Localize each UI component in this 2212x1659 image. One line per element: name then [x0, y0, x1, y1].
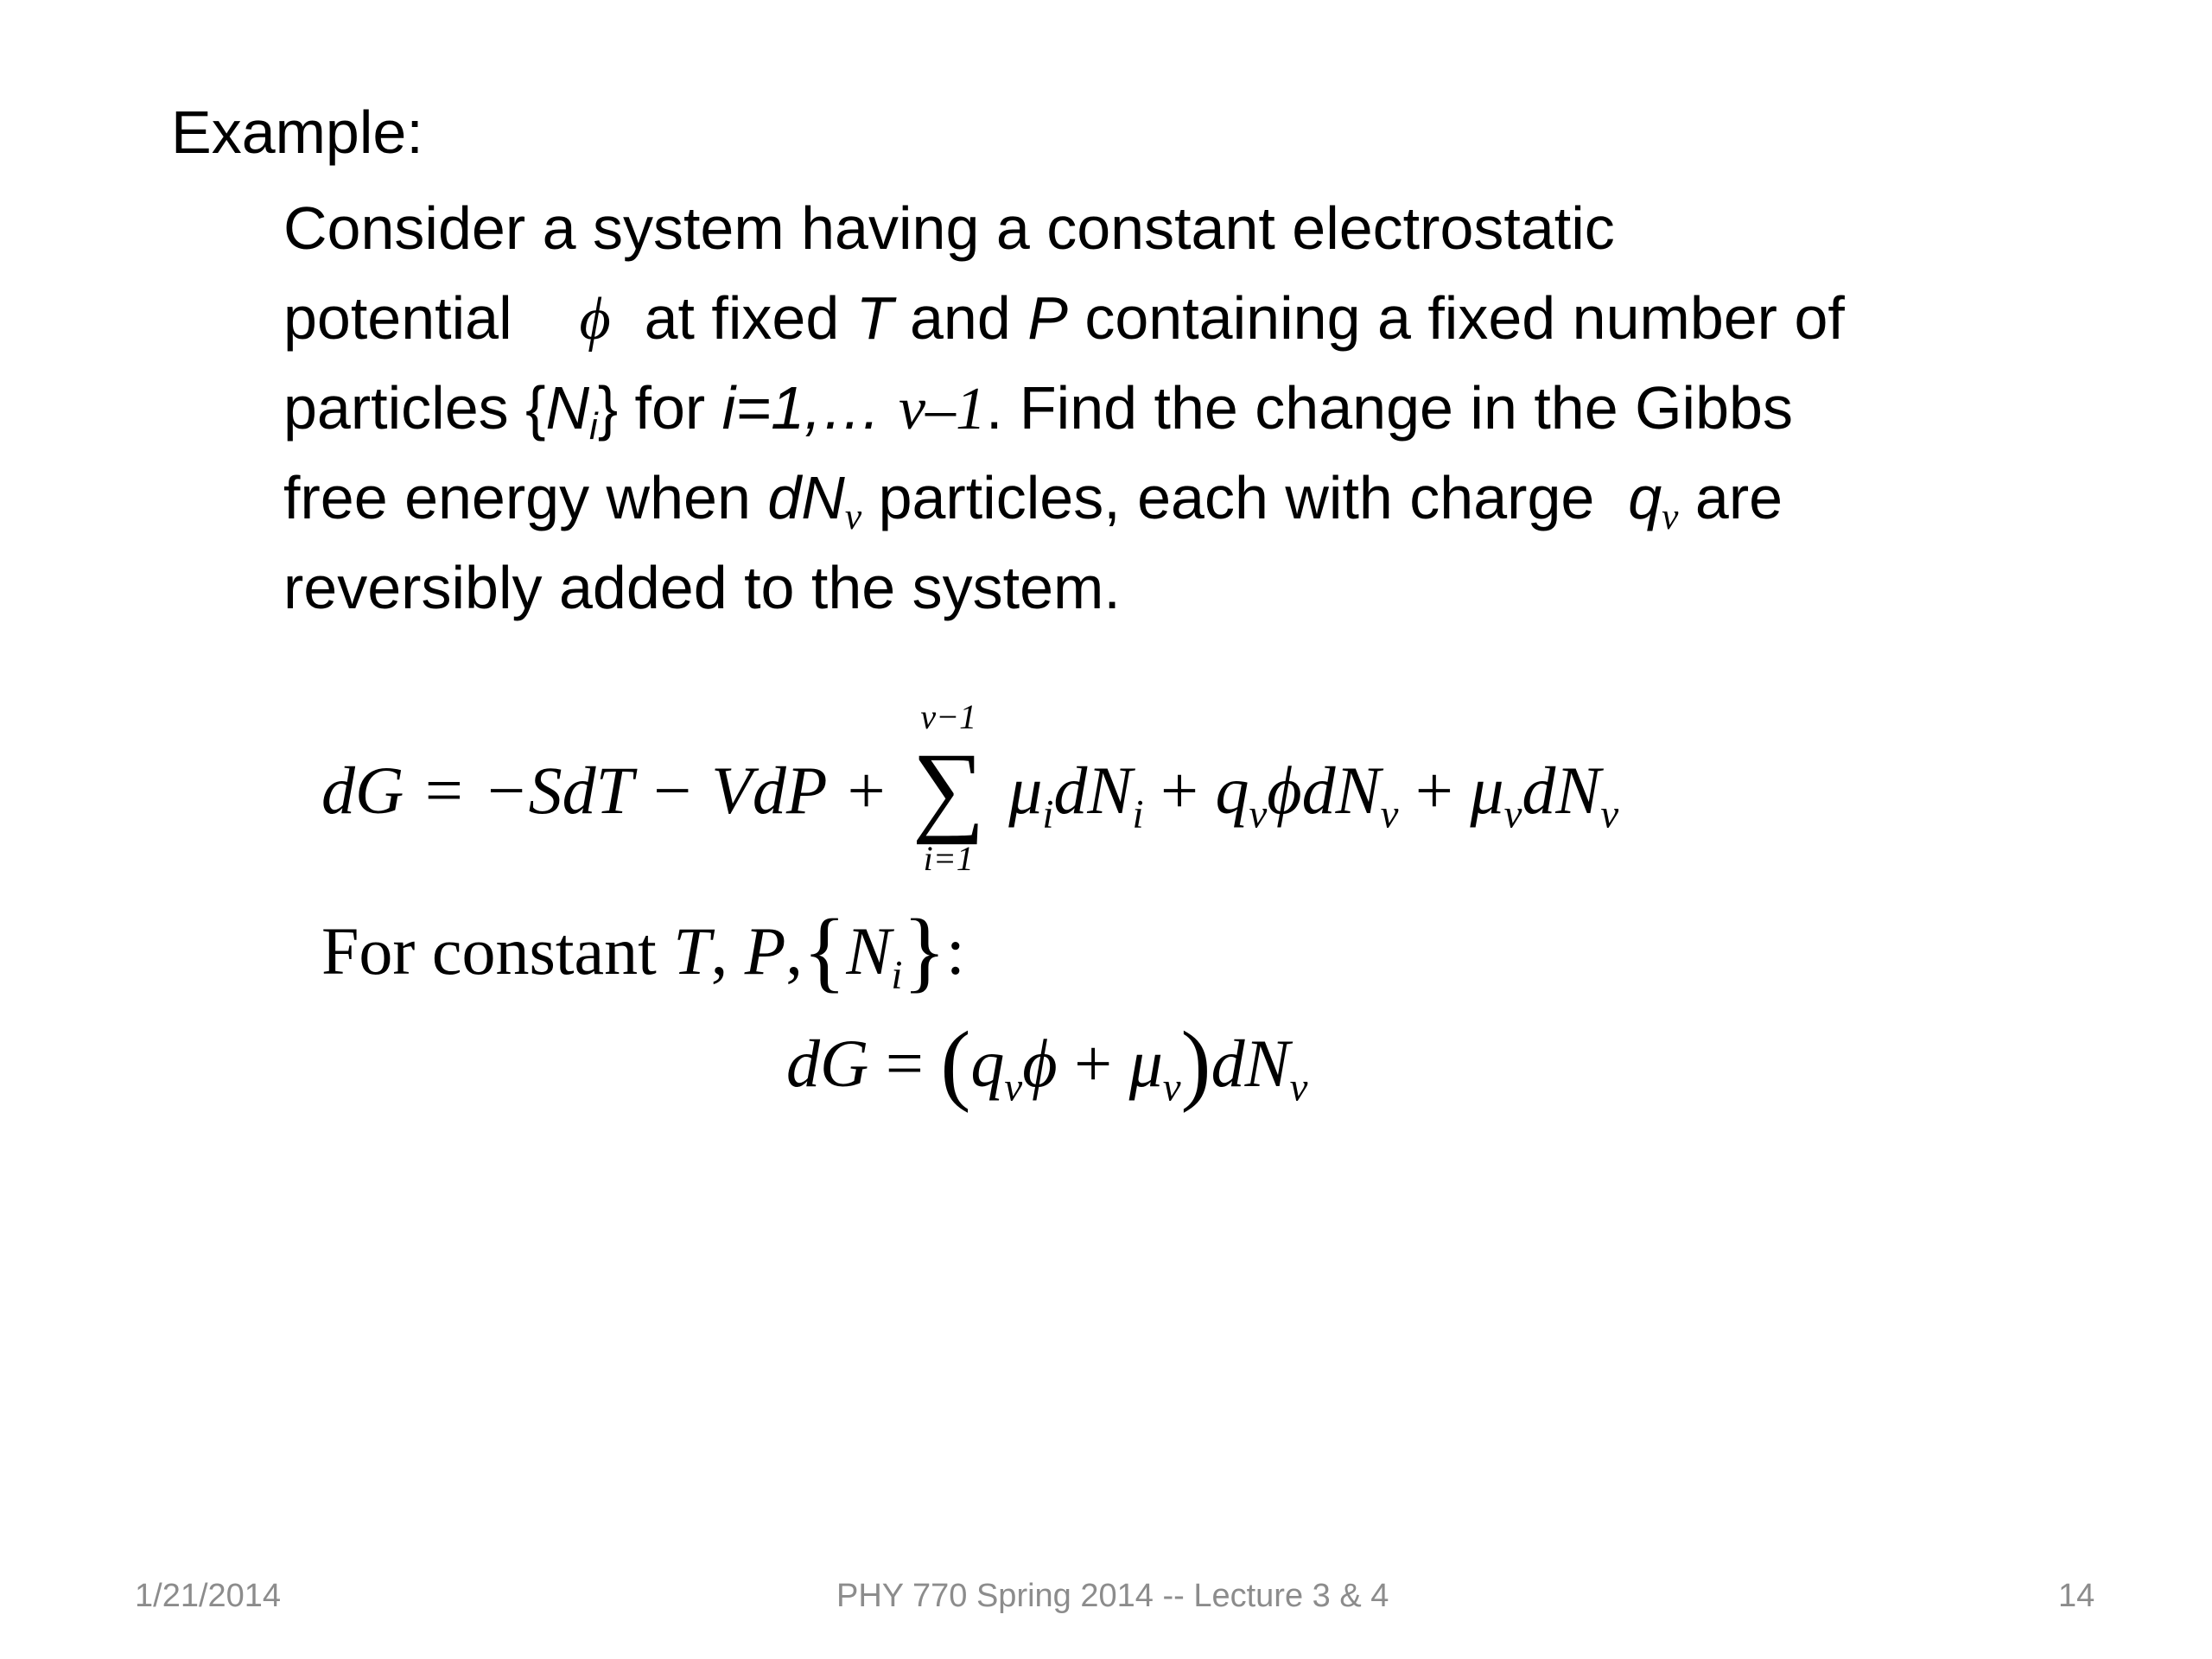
statement-text: particles { — [283, 374, 546, 442]
q-subscript: ν — [1249, 791, 1268, 837]
phi-symbol: ϕ — [579, 286, 611, 353]
variable-T: T — [855, 284, 893, 352]
close-paren: ) — [1180, 1012, 1211, 1114]
variable-dN: dN — [767, 464, 845, 531]
mu-subscript: ν — [1503, 791, 1522, 837]
statement-text: containing a fixed number of — [1084, 284, 1845, 352]
statement-text: and — [909, 284, 1011, 352]
phi: ϕ — [1022, 1026, 1058, 1101]
statement-text: are — [1694, 464, 1783, 531]
subscript-nu: ν — [1662, 496, 1679, 538]
variable-N: N — [846, 913, 892, 988]
dN-subscript: i — [1132, 791, 1144, 837]
dN: dN — [1053, 753, 1133, 828]
mu-subscript: ν — [1162, 1065, 1181, 1110]
index-range: i=1,… — [721, 374, 882, 442]
dN-subscript: ν — [1289, 1065, 1308, 1110]
statement-line-1 — [283, 183, 1845, 273]
comma: , — [785, 913, 803, 988]
phi: ϕ — [1267, 753, 1302, 828]
plus: + — [1074, 1026, 1113, 1101]
plus: + — [1414, 753, 1453, 828]
mu: μ — [1008, 753, 1043, 828]
sum-upper-limit: ν−1 — [920, 697, 977, 736]
eq1-left: dG = −SdT − VdP + — [321, 753, 889, 828]
subscript-i: i — [589, 406, 598, 448]
variable-P: P — [1027, 284, 1068, 352]
constant-condition-line — [321, 899, 965, 1001]
q-subscript: ν — [1004, 1065, 1023, 1110]
dN: dN — [1301, 753, 1381, 828]
dN: dN — [1522, 753, 1601, 828]
mu: μ — [1128, 1026, 1163, 1101]
colon: : — [945, 913, 965, 988]
statement-text: at fixed — [644, 284, 840, 352]
statement-line-4 — [283, 453, 1845, 543]
q: q — [1215, 753, 1249, 828]
dN-subscript: ν — [1380, 791, 1399, 837]
dG: dG — [786, 1026, 869, 1101]
N-subscript: i — [891, 952, 903, 998]
statement-line-5 — [283, 543, 1845, 632]
open-paren: ( — [940, 1012, 971, 1114]
statement-line-3 — [283, 363, 1845, 453]
dN-subscript: ν — [1600, 791, 1619, 837]
gibbs-differential-equation — [321, 697, 1619, 878]
result-equation — [786, 1012, 1308, 1114]
footer-date: 1/21/2014 — [135, 1578, 282, 1614]
variable-q: q — [1628, 464, 1662, 531]
open-brace: { — [802, 899, 847, 1001]
statement-text: potential — [283, 284, 512, 352]
condition-text: For constant — [321, 913, 657, 988]
statement-text: particles, each with charge — [878, 464, 1595, 531]
variable-N: N — [545, 374, 590, 442]
subscript-nu: ν — [844, 496, 862, 538]
equals: = — [885, 1026, 924, 1101]
sum-lower-limit: i=1 — [923, 839, 974, 878]
statement-text: reversibly added to the system. — [283, 554, 1121, 621]
slide-heading: Example: — [171, 99, 423, 166]
statement-text: } for — [597, 374, 706, 442]
footer-page-number: 14 — [2058, 1578, 2095, 1614]
footer-title: PHY 770 Spring 2014 -- Lecture 3 & 4 — [836, 1578, 1389, 1614]
close-brace: } — [902, 899, 946, 1001]
mu-subscript: i — [1042, 791, 1054, 837]
statement-text: Consider a system having a constant electrostatic — [283, 194, 1615, 262]
variable-P: P — [744, 913, 786, 988]
dN: dN — [1211, 1026, 1290, 1101]
q: q — [970, 1026, 1005, 1101]
mu: μ — [1470, 753, 1504, 828]
problem-statement — [283, 183, 1845, 632]
sum-symbol: ∑ — [912, 732, 985, 845]
statement-text: . Find the change in the Gibbs — [986, 374, 1793, 442]
variable-T: T — [673, 913, 711, 988]
plus: + — [1160, 753, 1198, 828]
statement-line-2 — [283, 273, 1845, 363]
statement-text: free energy when — [283, 464, 751, 531]
nu-minus-one: ν–1 — [898, 376, 987, 442]
summation — [906, 697, 992, 878]
comma: , — [710, 913, 728, 988]
